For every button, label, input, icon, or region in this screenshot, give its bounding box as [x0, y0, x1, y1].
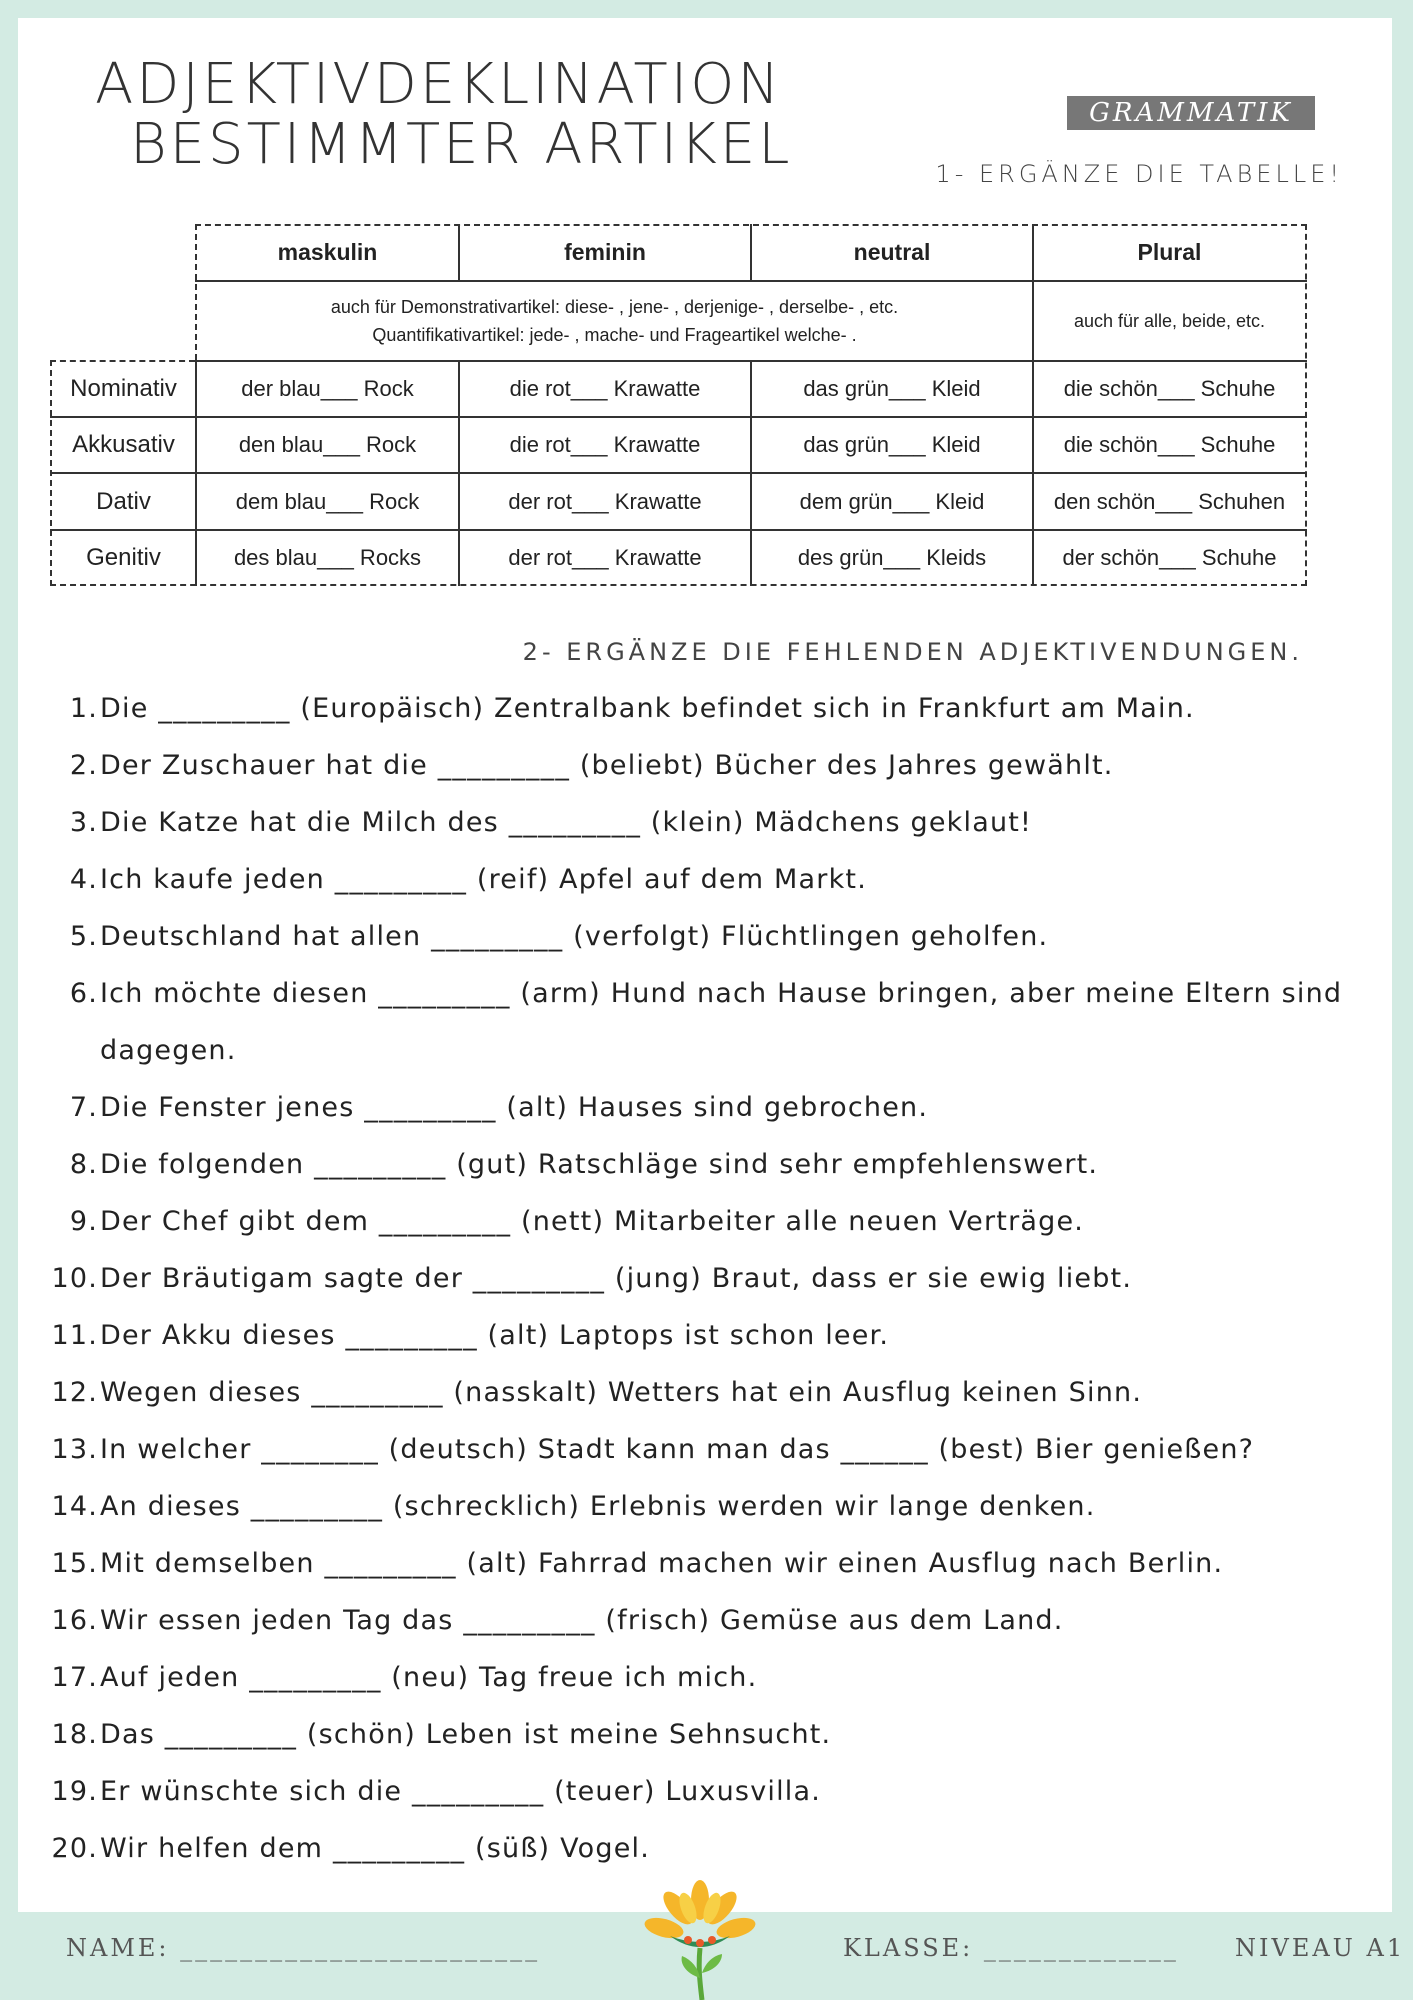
exercise-number: 7.: [69, 1092, 98, 1123]
exercise-text: Wegen dieses _________ (nasskalt) Wetters hat ein Ausflug keinen Sinn.: [100, 1377, 1143, 1408]
table-border-right: [1305, 224, 1307, 586]
exercise-list: [40, 680, 1360, 1877]
exercise-text: An dieses _________ (schrecklich) Erlebnis werden wir lange denken.: [100, 1491, 1096, 1522]
note-singular-line-1: auch für Demonstrativartikel: diese- , jene- , derjenige- , derselbe- , etc.: [330, 297, 899, 317]
exercise-number: 6.: [69, 978, 98, 1009]
exercise-number: 20.: [51, 1833, 98, 1864]
exercise-number: 19.: [51, 1776, 98, 1807]
exercise-item: [40, 1136, 1360, 1193]
exercise-item: [40, 1820, 1360, 1877]
exercise-item: [40, 851, 1360, 908]
table-cell: des grün___ Kleids: [797, 544, 987, 570]
exercise-item: [40, 1535, 1360, 1592]
exercise-text: In welcher ________ (deutsch) Stadt kann man das ______ (best) Bier genießen?: [100, 1434, 1255, 1465]
name-field: NAME: ________________________: [66, 1934, 541, 1962]
exercise-number: 16.: [51, 1605, 98, 1636]
exercise-item: [40, 1079, 1360, 1136]
table-cell: die schön___ Schuhe: [1063, 432, 1276, 457]
exercise-number: 18.: [51, 1719, 98, 1750]
header-feminin: feminin: [564, 238, 646, 265]
section-2-heading: 2- ERGÄNZE DIE FEHLENDEN ADJEKTIVENDUNGEN.: [522, 638, 1303, 666]
exercise-item: [40, 1193, 1360, 1250]
exercise-text: Der Akku dieses _________ (alt) Laptops ist schon leer.: [100, 1320, 890, 1351]
exercise-number: 2.: [69, 750, 98, 781]
declension-table: [50, 224, 1307, 586]
exercise-text: Der Bräutigam sagte der _________ (jung) Braut, dass er sie ewig liebt.: [100, 1263, 1133, 1294]
header-plural: Plural: [1137, 238, 1202, 265]
exercise-text: Ich kaufe jeden _________ (reif) Apfel auf dem Markt.: [100, 864, 867, 895]
header-maskulin: maskulin: [277, 238, 378, 265]
table-cell: der rot___ Krawatte: [508, 544, 702, 570]
exercise-text: Er wünschte sich die _________ (teuer) Luxusvilla.: [100, 1776, 821, 1807]
case-label-akkusativ: Akkusativ: [72, 431, 175, 458]
table-cell: die rot___ Krawatte: [509, 376, 701, 401]
exercise-item: [40, 794, 1360, 851]
header-neutral: neutral: [853, 238, 931, 265]
section-1-heading: 1- ERGÄNZE DIE TABELLE!: [935, 160, 1343, 188]
table-cell: die rot___ Krawatte: [509, 432, 701, 457]
exercise-number: 9.: [69, 1206, 98, 1237]
niveau-label: NIVEAU A1: [1235, 1934, 1406, 1962]
page-title: [95, 52, 793, 177]
table-cell: das grün___ Kleid: [803, 432, 981, 457]
exercise-item: [40, 680, 1360, 737]
exercise-number: 4.: [69, 864, 98, 895]
exercise-item: [40, 965, 1360, 1079]
exercise-number: 3.: [69, 807, 98, 838]
exercise-number: 15.: [51, 1548, 98, 1579]
exercise-text: Der Chef gibt dem _________ (nett) Mitarbeiter alle neuen Verträge.: [100, 1206, 1085, 1237]
exercise-number: 11.: [51, 1320, 98, 1351]
exercise-text: Die Fenster jenes _________ (alt) Hauses sind gebrochen.: [100, 1092, 929, 1123]
exercise-item: [40, 1592, 1360, 1649]
table-cell: den schön___ Schuhen: [1053, 488, 1286, 514]
exercise-text: Die folgenden _________ (gut) Ratschläge sind sehr empfehlenswert.: [100, 1149, 1099, 1180]
exercise-item: [40, 1478, 1360, 1535]
table-cell: der blau___ Rock: [241, 376, 414, 401]
table-cell: die schön___ Schuhe: [1063, 376, 1276, 401]
table-cell: das grün___ Kleid: [803, 376, 981, 401]
exercise-item: [40, 1706, 1360, 1763]
exercise-item: [40, 1421, 1360, 1478]
exercise-item: [40, 1307, 1360, 1364]
exercise-text: Deutschland hat allen _________ (verfolgt) Flüchtlingen geholfen.: [100, 921, 1049, 952]
exercise-item: [40, 1364, 1360, 1421]
table-cell: der schön___ Schuhe: [1062, 544, 1277, 570]
exercise-number: 13.: [51, 1434, 98, 1465]
exercise-number: 5.: [69, 921, 98, 952]
exercise-item: [40, 1649, 1360, 1706]
exercise-text: Die Katze hat die Milch des _________ (klein) Mädchens geklaut!: [100, 807, 1033, 838]
exercise-text: Auf jeden _________ (neu) Tag freue ich mich.: [100, 1662, 758, 1693]
note-singular-line-2: Quantifikativartikel: jede- , mache- und Frageartikel welche- .: [372, 325, 857, 345]
exercise-number: 1.: [69, 693, 98, 724]
exercise-item: [40, 737, 1360, 794]
exercise-number: 12.: [51, 1377, 98, 1408]
exercise-number: 17.: [51, 1662, 98, 1693]
case-label-dativ: Dativ: [96, 487, 151, 515]
exercise-number: 14.: [51, 1491, 98, 1522]
exercise-number: 10.: [51, 1263, 98, 1294]
exercise-text: Der Zuschauer hat die _________ (beliebt) Bücher des Jahres gewählt.: [100, 750, 1114, 781]
exercise-text: Wir helfen dem _________ (süß) Vogel.: [100, 1833, 651, 1864]
title-line-1: ADJEKTIVDEKLINATION: [95, 52, 783, 117]
flower-icon: [640, 1878, 760, 2000]
exercise-text: Mit demselben _________ (alt) Fahrrad machen wir einen Ausflug nach Berlin.: [100, 1548, 1224, 1579]
table-cell: des blau___ Rocks: [233, 544, 422, 570]
table-cell: der rot___ Krawatte: [508, 488, 702, 514]
exercise-text: Die _________ (Europäisch) Zentralbank befindet sich in Frankfurt am Main.: [100, 693, 1195, 724]
exercise-item: [40, 908, 1360, 965]
note-singular: [197, 282, 1032, 360]
exercise-text: Ich möchte diesen _________ (arm) Hund nach Hause bringen, aber meine Eltern sind dagegen.: [100, 978, 1343, 1066]
exercise-text: Wir essen jeden Tag das _________ (frisch) Gemüse aus dem Land.: [100, 1605, 1064, 1636]
exercise-number: 8.: [69, 1149, 98, 1180]
case-label-nominativ: Nominativ: [70, 375, 177, 402]
note-plural: auch für alle, beide, etc.: [1073, 311, 1266, 331]
case-label-genitiv: Genitiv: [86, 543, 161, 571]
table-cell: den blau___ Rock: [238, 432, 417, 457]
exercise-item: [40, 1763, 1360, 1820]
table-border-bottom: [50, 584, 1307, 586]
title-line-2: BESTIMMTER ARTIKEL: [130, 112, 793, 177]
table-cell: dem grün___ Kleid: [799, 488, 985, 514]
exercise-item: [40, 1250, 1360, 1307]
klasse-field: KLASSE: _____________: [843, 1934, 1179, 1962]
exercise-text: Das _________ (schön) Leben ist meine Sehnsucht.: [100, 1719, 832, 1750]
table-cell: dem blau___ Rock: [235, 488, 420, 514]
grammatik-tag: GRAMMATIK: [1067, 96, 1315, 130]
